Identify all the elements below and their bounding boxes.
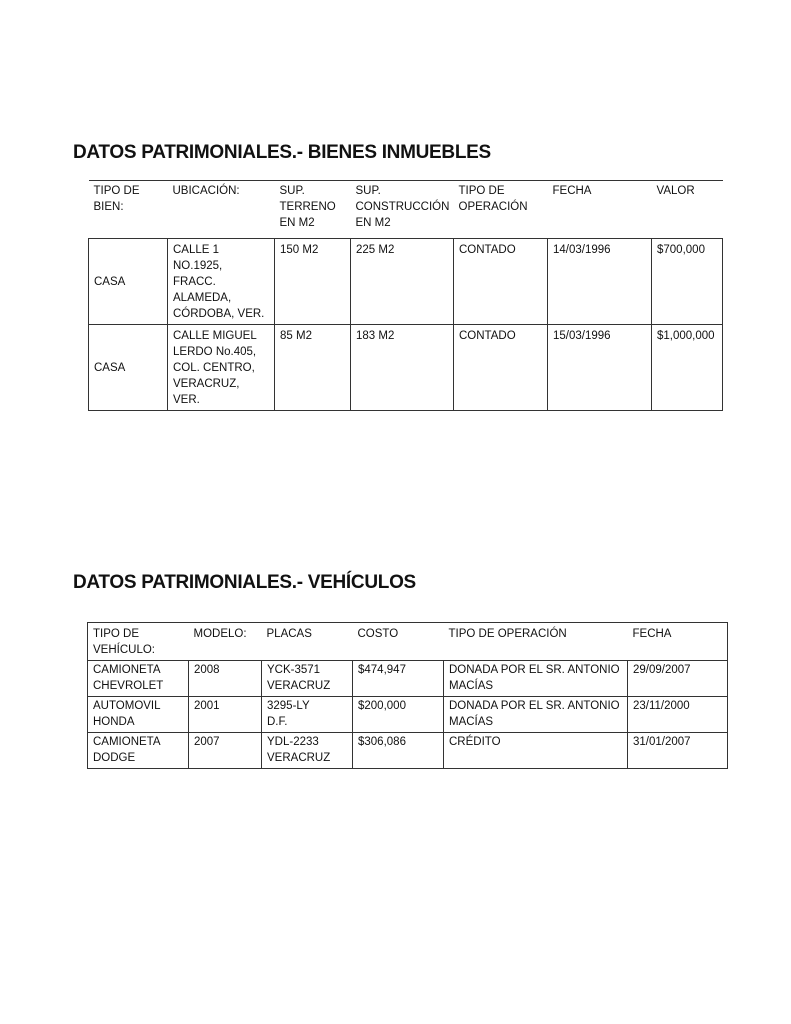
- cell-fecha: 15/03/1996: [548, 325, 652, 411]
- section-title-inmuebles: DATOS PATRIMONIALES.- BIENES INMUEBLES: [73, 142, 491, 163]
- cell-placas: 3295-LY D.F.: [262, 697, 353, 733]
- cell-tipo-operacion: DONADA POR EL SR. ANTONIO MACÍAS: [444, 661, 628, 697]
- cell-fecha: 29/09/2007: [628, 661, 728, 697]
- column-header-tipo-vehiculo: TIPO DE VEHÍCULO:: [93, 628, 155, 656]
- column-header-fecha: FECHA: [548, 181, 652, 239]
- table-row: [89, 239, 723, 325]
- cell-costo: $474,947: [353, 661, 444, 697]
- column-header-sup-construccion: SUP. CONSTRUCCIÓN EN M2: [351, 181, 454, 239]
- cell-tipo-vehiculo: AUTOMOVIL HONDA: [88, 697, 189, 733]
- table-header-row: [88, 623, 728, 661]
- cell-tipo-vehiculo: CAMIONETA CHEVROLET: [88, 661, 189, 697]
- cell-modelo: 2008: [189, 661, 262, 697]
- column-header-modelo: MODELO:: [193, 628, 247, 640]
- cell-modelo: 2001: [189, 697, 262, 733]
- column-header-ubicacion: UBICACIÓN:: [168, 181, 275, 239]
- column-header-valor: VALOR: [652, 181, 723, 239]
- cell-valor: $700,000: [652, 239, 723, 325]
- table-inmuebles: [88, 180, 723, 411]
- cell-placas: YCK-3571 VERACRUZ: [262, 661, 353, 697]
- column-header-placas: PLACAS: [266, 628, 312, 640]
- cell-tipo-operacion: CONTADO: [454, 325, 548, 411]
- column-header-costo: COSTO: [357, 628, 399, 640]
- column-header-fecha: FECHA: [632, 628, 672, 640]
- cell-tipo-bien: CASA: [89, 239, 168, 325]
- table-row: [88, 733, 728, 769]
- table-row: [88, 697, 728, 733]
- cell-costo: $200,000: [353, 697, 444, 733]
- cell-tipo-operacion: CRÉDITO: [444, 733, 628, 769]
- column-header-tipo-operacion: TIPO DE OPERACIÓN: [454, 181, 548, 239]
- cell-costo: $306,086: [353, 733, 444, 769]
- cell-ubicacion: CALLE MIGUEL LERDO No.405, COL. CENTRO, VERACRUZ, VER.: [168, 325, 275, 411]
- cell-sup-construccion: 225 M2: [351, 239, 454, 325]
- cell-tipo-bien: CASA: [89, 325, 168, 411]
- cell-tipo-operacion: DONADA POR EL SR. ANTONIO MACÍAS: [444, 697, 628, 733]
- cell-sup-terreno: 150 M2: [275, 239, 351, 325]
- table-vehiculos: [87, 622, 728, 769]
- cell-ubicacion: CALLE 1 NO.1925, FRACC. ALAMEDA, CÓRDOBA, VER.: [168, 239, 275, 325]
- cell-tipo-vehiculo: CAMIONETA DODGE: [88, 733, 189, 769]
- column-header-sup-terreno: SUP. TERRENO EN M2: [275, 181, 351, 239]
- cell-fecha: 23/11/2000: [628, 697, 728, 733]
- cell-modelo: 2007: [189, 733, 262, 769]
- cell-fecha: 14/03/1996: [548, 239, 652, 325]
- cell-fecha: 31/01/2007: [628, 733, 728, 769]
- cell-placas: YDL-2233 VERACRUZ: [262, 733, 353, 769]
- column-header-tipo-operacion: TIPO DE OPERACIÓN: [448, 628, 567, 640]
- cell-sup-construccion: 183 M2: [351, 325, 454, 411]
- table-row: [89, 325, 723, 411]
- section-title-vehiculos: DATOS PATRIMONIALES.- VEHÍCULOS: [73, 572, 416, 593]
- cell-valor: $1,000,000: [652, 325, 723, 411]
- cell-tipo-operacion: CONTADO: [454, 239, 548, 325]
- table-header-row: [89, 181, 723, 239]
- table-row: [88, 661, 728, 697]
- column-header-tipo-bien: TIPO DE BIEN:: [89, 181, 168, 239]
- cell-sup-terreno: 85 M2: [275, 325, 351, 411]
